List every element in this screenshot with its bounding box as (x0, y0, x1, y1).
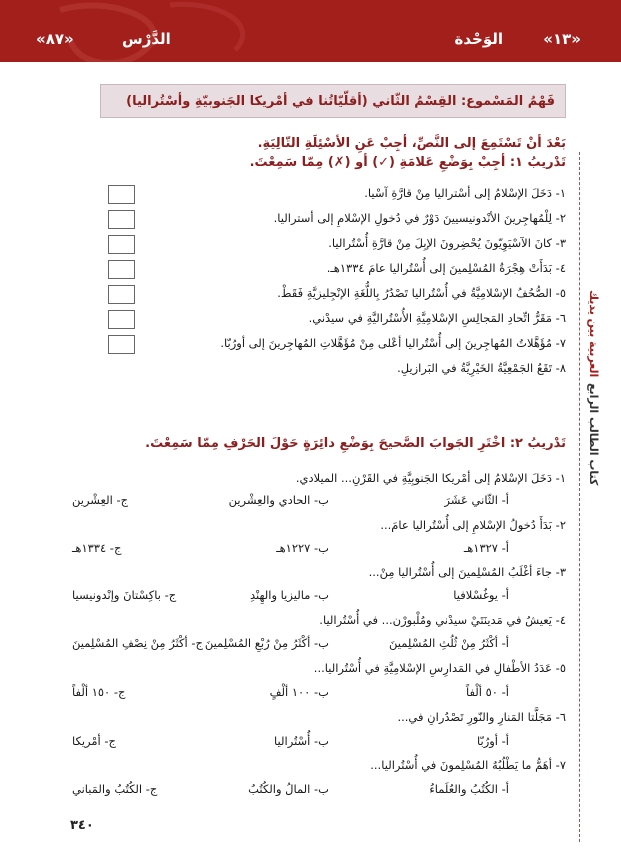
question-text: ٦- مَجَلَّتا المَنارِ والنّورِ تَصْدُرانِ في... (397, 710, 566, 724)
option-b[interactable]: ب- ماليزيا والهِنْدِ (249, 588, 329, 602)
page-header (0, 0, 621, 62)
option-a[interactable]: أ- الثّاني عَشَرَ (444, 493, 509, 507)
exercise1-item: ٤- بَدَأَتْ هِجْرَةُ المُسْلِمينَ إلى أُسْتُراليا عامَ ١٣٣٤هـ. (326, 261, 566, 275)
exercise1-item: ٢- لِلْمُهاجِرينَ الأنْدونيسيينَ دَوْرٌ في دُخولِ الإسْلامِ إلى أستراليا. (273, 211, 566, 225)
sidebar-book-title (587, 290, 615, 590)
option-c[interactable]: ج- أمْريكا (72, 734, 116, 748)
exercise1-item: ٥- الصُّحُفُ الإسْلامِيَّةُ في أُسْتُراليا تَصْدُرُ بِاللُّغَةِ الإنْجِليزيَّةِ فَقَطْ. (277, 286, 566, 300)
unit-label: الوَحْدة (454, 30, 503, 48)
option-b[interactable]: ب- أكْثَرُ مِنْ رُبْعِ المُسْلِمينَ (204, 636, 329, 650)
sidebar-divider (579, 152, 580, 842)
answer-checkbox[interactable] (108, 185, 135, 204)
option-c[interactable]: ج- باكِسْتانَ وإنْدونيسيا (72, 588, 177, 602)
instruction-text: بَعْدَ أنْ تَسْتَمِعَ إلى النَّصِّ، أجِبْ عَنِ الأسْئِلَةِ التّالِيَةِ. (257, 136, 566, 151)
option-b[interactable]: ب- أُسْتُراليا (274, 734, 329, 748)
page-number: ٣٤٠ (70, 818, 94, 833)
answer-checkbox[interactable] (108, 260, 135, 279)
answer-checkbox[interactable] (108, 285, 135, 304)
question-text: ١- دَخَلَ الإسْلامُ إلى أمْريكا الجَنوبِيَّةِ في القَرْنِ... الميلادي. (295, 471, 566, 485)
option-a[interactable]: أ- ٥٠ ألْفاً (465, 685, 509, 699)
unit-number: «١٣» (543, 30, 581, 48)
exercise1-item: ١- دَخَلَ الإسْلامُ إلى أسْتراليا مِنْ قارَّةِ آسْيا. (364, 186, 566, 200)
lesson-number: «٨٧» (36, 30, 74, 48)
exercise1-title: تَدْريبُ ١: أجِبْ بِوَضْعِ عَلامَةِ (✓) أو (✗) مِمّا سَمِعْتَ. (249, 155, 566, 170)
answer-checkbox[interactable] (108, 335, 135, 354)
option-b[interactable]: ب- ١٢٢٧هـ (276, 541, 329, 555)
answer-checkbox[interactable] (108, 210, 135, 229)
question-text: ٥- عَدَدُ الأطْفالِ في المَدارِسِ الإسْلامِيَّةِ في أُسْتُراليا... (313, 661, 566, 675)
option-b[interactable]: ب- الحادي والعِشْرين (228, 493, 329, 507)
question-text: ٧- أهَمُّ ما يَطْلُبُهُ المُسْلِمونَ في أُسْتُراليا... (370, 758, 566, 772)
option-a[interactable]: أ- أورُبّا (476, 734, 509, 748)
exercise1-item: ٨- تَقَعُ الجَمْعِيَّةُ الخَيْرِيَّةُ في البَرازيلِ. (397, 361, 566, 375)
option-a[interactable]: أ- أكْثَرُ مِنْ ثُلُثِ المُسْلِمينَ (389, 636, 509, 650)
sidebar-book-name: كتاب الطالب الرابع (587, 383, 600, 486)
lesson-label: الدَّرْس (122, 30, 171, 48)
exercise2-title: تَدْريبُ ٢: اخْتَرِ الجَوابَ الصَّحيحَ بِوَضْعِ دائِرَةٍ حَوْلَ الحَرْفِ مِمّا سَمِعْتَ. (145, 436, 566, 451)
option-c[interactable]: ج- ١٥٠ ألْفاً (72, 685, 126, 699)
question-text: ٤- يَعيشُ في مَدينَتَيْ سيدْني ومُلْبورْن... في أُسْتُراليا. (319, 613, 566, 627)
exercise1-item: ٣- كانَ الآسْيَوِيّونَ يُحْضِرونَ الإبِلَ مِنْ قارَّةِ أُسْتُراليا. (328, 236, 566, 250)
answer-checkbox[interactable] (108, 310, 135, 329)
sidebar-series-title: العربية بين يديك (587, 290, 600, 378)
option-c[interactable]: ج- ١٣٣٤هـ (72, 541, 122, 555)
option-b[interactable]: ب- ١٠٠ ألْفٍ (269, 685, 329, 699)
option-c[interactable]: ج- أكْثَرُ مِنْ نِصْفِ المُسْلِمينَ (72, 636, 203, 650)
option-b[interactable]: ب- المالُ والكُتُبُ (248, 782, 329, 796)
exercise1-item: ٦- مَقَرُّ اتِّحادِ المَجالِسِ الإسْلامِيَّةِ الأُسْتُراليَّةِ في سيدْني. (308, 311, 566, 325)
option-a[interactable]: أ- يوغُسْلافيا (453, 588, 509, 602)
answer-checkbox[interactable] (108, 235, 135, 254)
option-a[interactable]: أ- ١٣٢٧هـ (463, 541, 509, 555)
option-c[interactable]: ج- العِشْرين (72, 493, 129, 507)
question-text: ٢- بَدَأَ دُخولُ الإسْلامِ إلى أُسْتُراليا عامَ... (380, 518, 566, 532)
exercise1-item: ٧- مُؤَهَّلاتُ المُهاجِرينَ إلى أُسْتُراليا أعْلى مِنْ مُؤَهَّلاتِ المُهاجِرينَ إلى أورُبّا. (220, 336, 566, 350)
section-title: فَهْمُ المَسْموع: القِسْمُ الثّاني (أقلّيّاتُنا في أمْريكا الجَنوبيّةِ وأسْتُراليا) (100, 84, 566, 118)
question-text: ٣- جاءَ أغْلَبُ المُسْلِمينَ إلى أُسْتُراليا مِنْ... (368, 565, 566, 579)
option-a[interactable]: أ- الكُتُبُ والعُلَماءُ (429, 782, 509, 796)
option-c[interactable]: ج- الكُتُبُ والمَباني (72, 782, 158, 796)
